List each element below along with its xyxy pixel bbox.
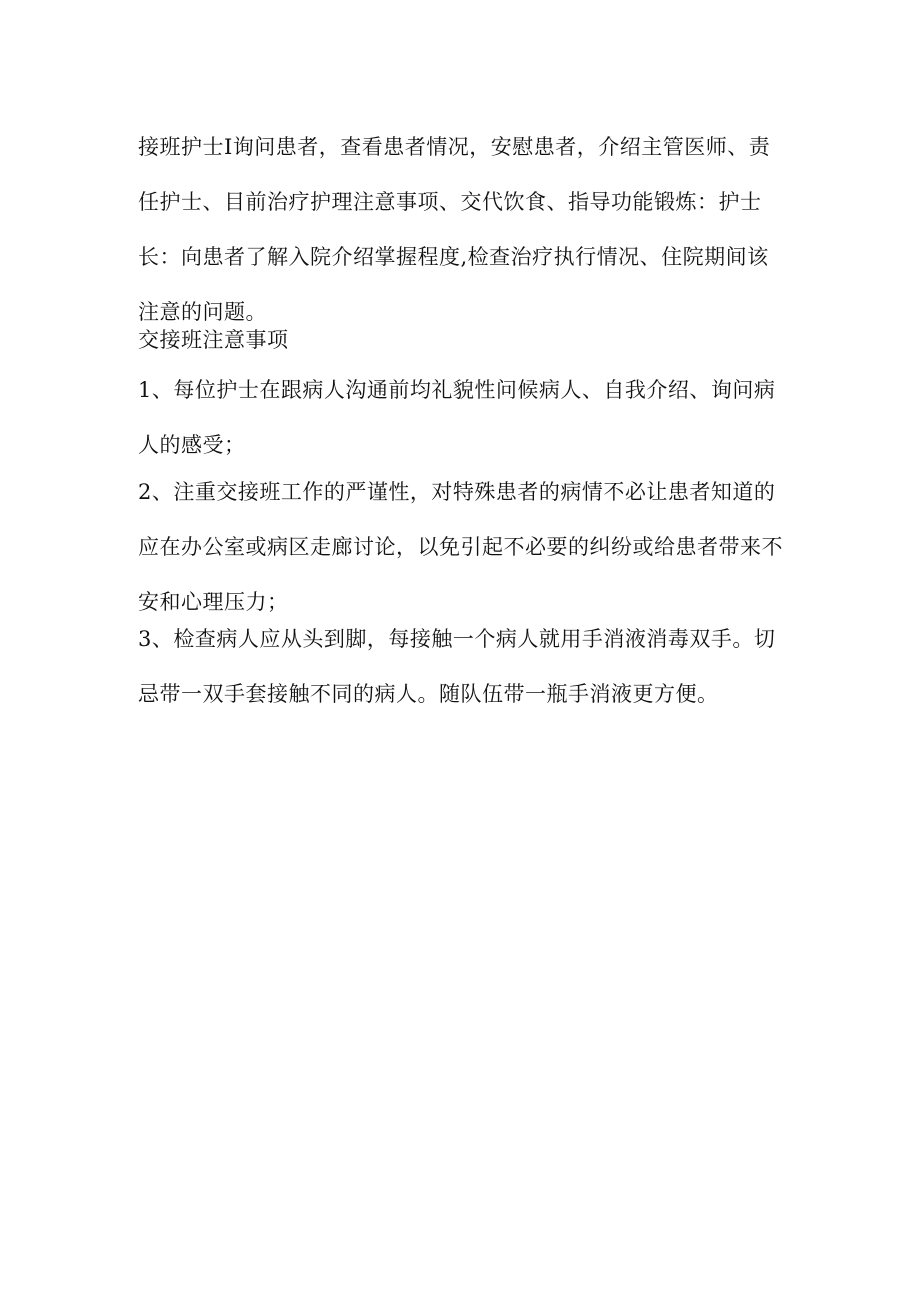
list-item: 1、每位护士在跟病人沟通前均礼貌性问候病人、自我介绍、询问病人的感受；	[138, 378, 776, 457]
section-heading: 交接班注意事项	[138, 328, 289, 352]
list-item: 2、注重交接班工作的严谨性，对特殊患者的病情不必让患者知道的应在办公室或病区走廊讨论，以免引起不必要的纠纷或给患者带来不安和心理压力；	[138, 480, 783, 614]
intro-paragraph: 接班护士I询问患者，查看患者情况，安慰患者，介绍主管医师、责任护士、目前治疗护理注意事项、交代饮食、指导功能锻炼：护士长：向患者了解入院介绍掌握程度,检查治疗执行情况、住院期间该注意的问题。	[138, 135, 771, 324]
list-item: 3、检查病人应从头到脚，每接触一个病人就用手消液消毒双手。切忌带一双手套接触不同的病人。随队伍带一瓶手消液更方便。	[138, 627, 776, 706]
